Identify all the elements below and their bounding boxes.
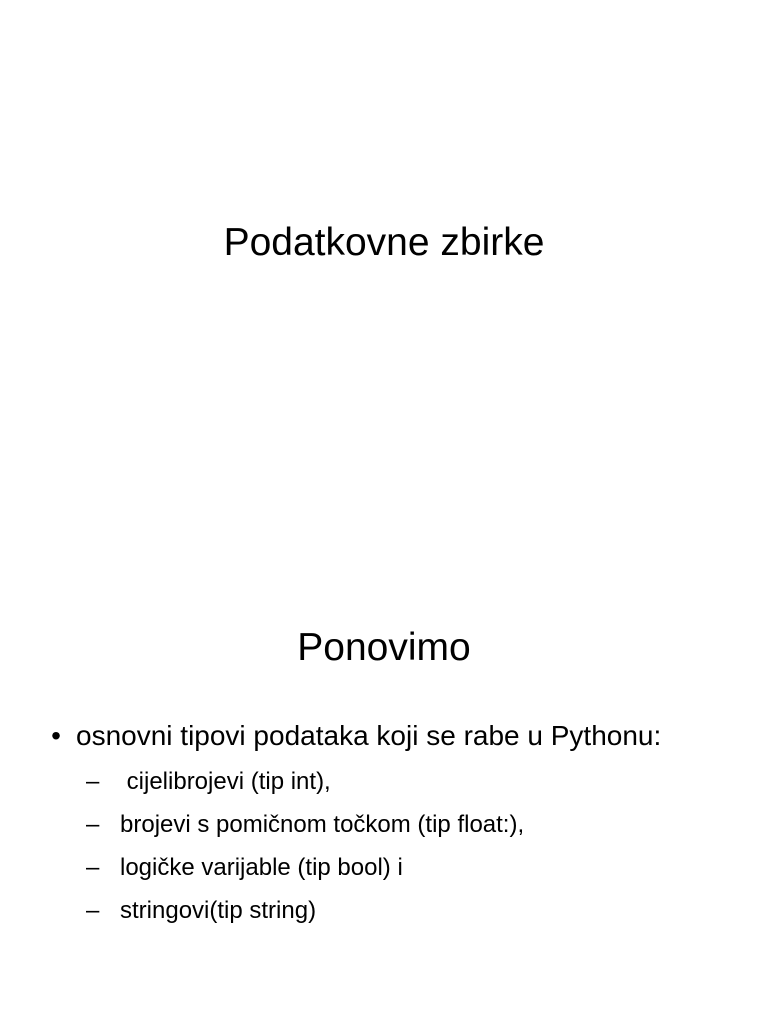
slide-2 xyxy=(0,512,768,1024)
dash-icon: – xyxy=(86,811,100,838)
slide-2-title: Ponovimo xyxy=(297,626,471,669)
sub-item xyxy=(86,889,722,932)
dash-icon: – xyxy=(86,854,100,881)
bullet-icon: • xyxy=(51,720,61,751)
sub-item-text: logičke varijable (tip bool) i xyxy=(120,854,403,881)
sub-item-text: cijelibrojevi (tip int), xyxy=(120,768,331,795)
sub-item-text: stringovi(tip string) xyxy=(120,897,317,924)
dash-icon: – xyxy=(86,768,100,795)
sub-item xyxy=(86,803,722,846)
sub-list xyxy=(76,760,722,932)
sub-item xyxy=(86,846,722,889)
dash-icon: – xyxy=(86,897,100,924)
bullet-text: osnovni tipovi podataka koji se rabe u Pythonu: xyxy=(76,720,662,751)
bullet-item xyxy=(42,718,722,932)
bullet-list xyxy=(42,718,722,932)
slide-1-title: Podatkovne zbirke xyxy=(223,221,545,264)
sub-item-text: brojevi s pomičnom točkom (tip float:), xyxy=(120,811,525,838)
sub-item xyxy=(86,760,722,803)
